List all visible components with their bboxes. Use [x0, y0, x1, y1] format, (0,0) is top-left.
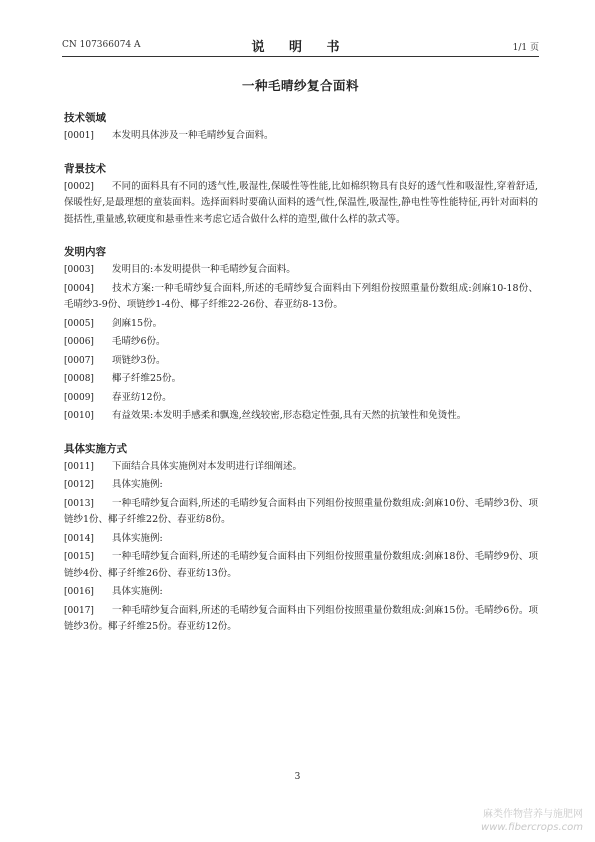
- section: [64, 244, 538, 425]
- paragraph: [64, 531, 538, 548]
- paragraph-number: [0003]: [64, 265, 94, 275]
- paragraph: [64, 496, 538, 529]
- watermark-url: www.fibercrops.com: [481, 822, 583, 833]
- paragraph-number: [0004]: [64, 283, 94, 294]
- paragraph-text: 一种毛晴纱复合面料,所述的毛晴纱复合面料由下列组份按照重量份数组成:剑麻18份、毛晴纱9份、项链纱4份、椰子纤维26份、春亚纺13份。: [64, 551, 538, 579]
- watermark-text: 麻类作物营养与施肥网: [483, 809, 583, 820]
- paragraph-text: 一种毛晴纱复合面料,所述的毛晴纱复合面料由下列组份按照重量份数组成:剑麻15份。毛晴纱6份。项链纱3份。椰子纤维25份。春亚纺12份。: [64, 604, 538, 632]
- paragraph: [64, 316, 538, 333]
- paragraph-text: 技术方案:一种毛晴纱复合面料,所述的毛晴纱复合面料由下列组份按照重量份数组成:剑麻10-18份、毛晴纱3-9份、项链纱1-4份、椰子纤维22-26份、春亚纺8-13份。: [64, 282, 538, 310]
- paragraph-number: [0014]: [64, 533, 94, 544]
- paragraph: [64, 128, 538, 145]
- page-info: 1/1 页: [512, 43, 539, 53]
- paragraph: [64, 334, 538, 351]
- paragraph-text: 剑麻15份。: [112, 317, 163, 329]
- paragraph: [64, 408, 538, 425]
- watermark: [481, 808, 583, 834]
- paragraph-number: [0011]: [64, 461, 94, 472]
- paragraph-text: 具体实施例:: [112, 586, 163, 597]
- paragraph-number: [0009]: [64, 392, 94, 403]
- section-heading: 发明内容: [64, 246, 106, 258]
- paragraph: [64, 281, 538, 314]
- publication-number: CN 107366074 A: [62, 40, 141, 50]
- paragraph: [64, 459, 538, 476]
- paragraph-number: [0016]: [64, 587, 94, 597]
- page-header: [62, 36, 539, 57]
- section: [64, 441, 538, 636]
- paragraph-text: 项链纱3份。: [112, 354, 166, 366]
- paragraph: [64, 477, 538, 494]
- paragraph: [64, 584, 538, 601]
- paragraph-number: [0006]: [64, 337, 94, 347]
- section: [64, 110, 538, 145]
- document-title: 一种毛晴纱复合面料: [241, 78, 359, 93]
- section: [64, 161, 538, 229]
- section-heading: 具体实施方式: [64, 442, 127, 455]
- paragraph: [64, 390, 538, 407]
- paragraph-text: 具体实施例:: [112, 479, 163, 490]
- paragraph-number: [0001]: [64, 131, 94, 141]
- paragraph: [64, 179, 538, 229]
- paragraph-text: 具体实施例:: [112, 532, 163, 544]
- paragraph-text: 毛晴纱6份。: [112, 336, 166, 347]
- paragraph-number: [0012]: [64, 480, 94, 490]
- paragraph-number: [0005]: [64, 318, 94, 329]
- paragraph-text: 椰子纤维25份。: [112, 373, 182, 384]
- paragraph-number: [0008]: [64, 374, 94, 384]
- paragraph-text: 有益效果:本发明手感柔和飘逸,丝线较密,形态稳定性强,具有天然的抗皱性和免烫性。: [112, 410, 467, 421]
- paragraph-text: 下面结合具体实施例对本发明进行详细阐述。: [112, 460, 303, 472]
- paragraph-number: [0015]: [64, 552, 94, 562]
- paragraph-text: 发明目的:本发明提供一种毛晴纱复合面料。: [112, 264, 296, 275]
- paragraph: [64, 353, 538, 370]
- paragraph: [64, 371, 538, 388]
- document-body: [64, 110, 538, 652]
- paragraph-text: 本发明具体涉及一种毛晴纱复合面料。: [112, 130, 274, 141]
- paragraph-number: [0013]: [64, 498, 94, 509]
- paragraph-number: [0010]: [64, 411, 94, 421]
- section-heading: 背景技术: [64, 162, 106, 175]
- paragraph-number: [0017]: [64, 605, 94, 616]
- section-heading: 技术领域: [64, 112, 106, 124]
- document-type-title: 说 明 书: [251, 40, 350, 55]
- paragraph-text: 不同的面料具有不同的透气性,吸湿性,保暖性等性能,比如棉织物具有良好的透气性和吸湿性,穿着舒适,保暖性好,是最理想的童装面料。选择面料时要确认面料的透气性,保温性,吸湿性,静电性等性能特征,再针对面料的挺括性,重量感,软硬度和悬垂性来考虑它适合做什么样的造型,做什么样的款式等。: [64, 180, 538, 225]
- paragraph-text: 春亚纺12份。: [112, 391, 172, 403]
- page-number: 3: [294, 772, 301, 782]
- paragraph-number: [0007]: [64, 355, 94, 366]
- paragraph-text: 一种毛晴纱复合面料,所述的毛晴纱复合面料由下列组份按照重量份数组成:剑麻10份、毛晴纱3份、项链纱1份、椰子纤维22份、春亚纺8份。: [64, 497, 538, 525]
- paragraph: [64, 603, 538, 636]
- paragraph: [64, 262, 538, 279]
- paragraph-number: [0002]: [64, 181, 94, 192]
- paragraph: [64, 549, 538, 582]
